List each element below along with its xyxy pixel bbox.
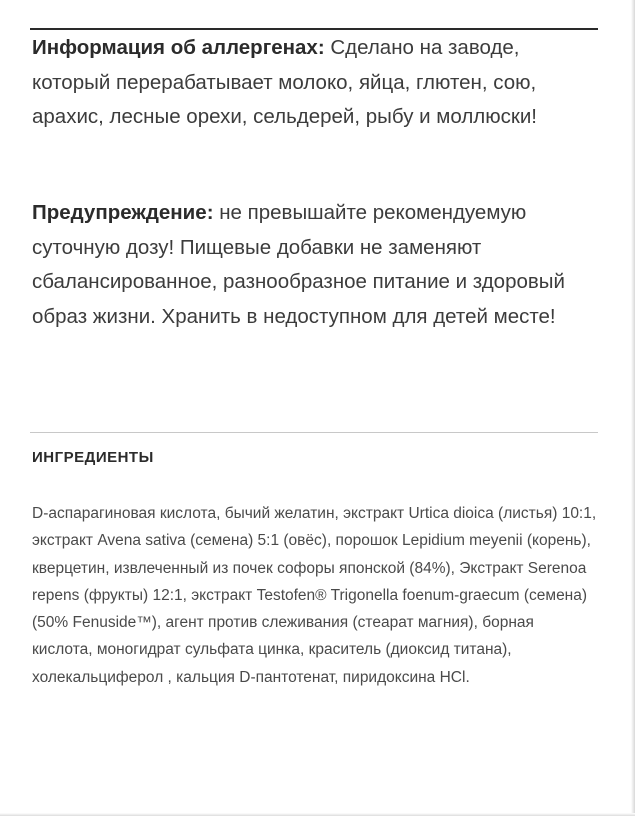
warning-label: Предупреждение:: [32, 201, 214, 224]
top-divider: [30, 28, 598, 30]
allergen-info-text: Сделано на заводе, который перерабатывает молоко, яйца, глютен, сою, арахис, лесные орехи, сельдерей, рыбу и моллюски!: [32, 36, 538, 128]
section-divider: [30, 432, 598, 433]
warning-text: не превышайте рекомендуемую суточную дозу! Пищевые добавки не заменяют сбалансированное, разнообразное питание и здоровый образ жизни. Хранить в недоступном для детей месте!: [32, 201, 565, 328]
allergen-info-paragraph: [32, 31, 598, 135]
ingredients-heading: ИНГРЕДИЕНТЫ: [32, 449, 154, 466]
warning-paragraph: [32, 196, 598, 334]
allergen-info-label: Информация об аллергенах:: [32, 36, 325, 59]
ingredients-text: D-аспарагиновая кислота, бычий желатин, экстракт Urtica dioica (листья) 10:1, экстракт Avena sativa (семена) 5:1 (овёс), порошок Lepidium meyenii (корень), кверцетин, извлеченный из почек софоры японской (84%), Экстракт Serenoa repens (фрукты) 12:1, экстракт Testofen® Trigonella foenum-graecum (семена) (50% Fenuside™), агент против слеживания (стеарат магния), борная кислота, моногидрат сульфата цинка, краситель (диоксид титана), холекальциферол , кальция D-пантотенат, пиридоксина HCl.: [32, 505, 597, 686]
page-edge-shadow-right: [631, 0, 635, 816]
